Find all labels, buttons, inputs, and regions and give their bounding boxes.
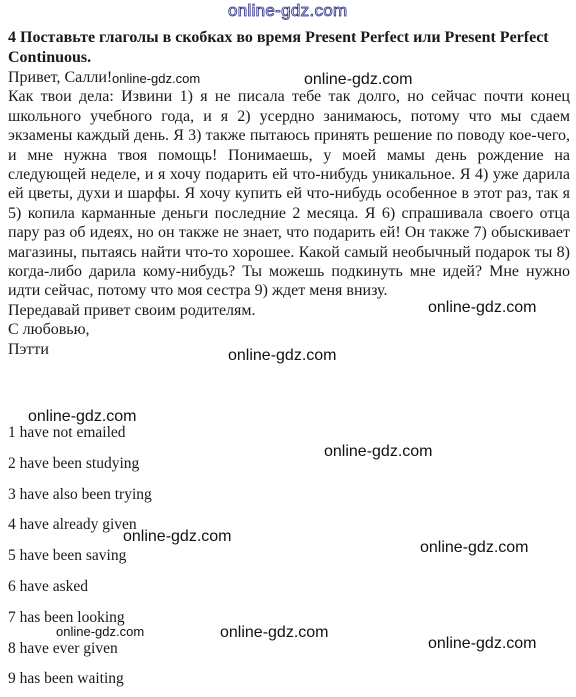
watermark: online-gdz.com xyxy=(56,624,145,639)
letter-greeting: Привет, Салли! xyxy=(8,69,113,86)
answer-item: 9 has been waiting xyxy=(8,670,124,688)
watermark: online-gdz.com xyxy=(420,539,529,556)
answer-item: 1 have not emailed xyxy=(8,424,126,441)
answer-item: 6 have asked xyxy=(8,577,89,595)
answer-item: 3 have also been trying xyxy=(8,485,152,503)
watermark: online-gdz.com xyxy=(304,71,413,88)
answer-item: 8 have ever given xyxy=(8,639,118,657)
answer-item: 4 have already given xyxy=(8,516,137,534)
watermark: online-gdz.com xyxy=(112,71,201,86)
watermark: online-gdz.com xyxy=(324,443,433,460)
answer-item: 7 has been looking xyxy=(8,608,125,626)
watermark-top: online-gdz.com xyxy=(228,1,348,20)
watermark: online-gdz.com xyxy=(428,299,537,316)
answers-list xyxy=(8,420,152,697)
watermark: online-gdz.com xyxy=(220,624,329,641)
task-title: 4 Поставьте глаголы в скобках во время Present Perfect или Present Perfect Continuous. xyxy=(8,29,549,66)
letter-regards: Передавай привет своим родителям. xyxy=(8,301,256,319)
watermark: online-gdz.com xyxy=(28,408,137,425)
letter-closing: С любовью, xyxy=(8,321,90,339)
letter-signature: Пэтти xyxy=(8,340,49,358)
answer-item: 5 have been saving xyxy=(8,547,127,565)
watermark: online-gdz.com xyxy=(428,635,537,652)
watermark: online-gdz.com xyxy=(123,528,232,545)
answer-item: 2 have been studying xyxy=(8,454,140,472)
watermark: online-gdz.com xyxy=(228,347,337,364)
letter-body: Как твои дела: Извини 1) я не писала тебе так долго, но сейчас почти конец школьного учебного года, и я 2) усердно занимаюсь, потому что мы сдаем экзамены каждый день. Я 3) также пытаюсь принять решение по поводу кое-чего, и мне нужна твоя помощь! Понимаешь, у моей мамы день рождение на следующей неделе, и я хочу подарить ей что-нибудь уникальное. Я 4) уже дарила ей цветы, духи и шарфы. Я хочу купить ей что-нибудь особенное в этот раз, так я 5) копила карманные деньги последние 2 месяца. Я 6) спрашивала своего отца пару раз об идеях, но он также не знает, что подарить ей! Он также 7) обыскивает магазины, пытаясь найти что-то хорошее. Какой самый необычный подарок ты 8) когда-либо дарила кому-нибудь? Ты можешь подкинуть мне идей? Мне нужно идти сейчас, потому что моя сестра 9) ждет меня внизу. xyxy=(8,88,570,300)
